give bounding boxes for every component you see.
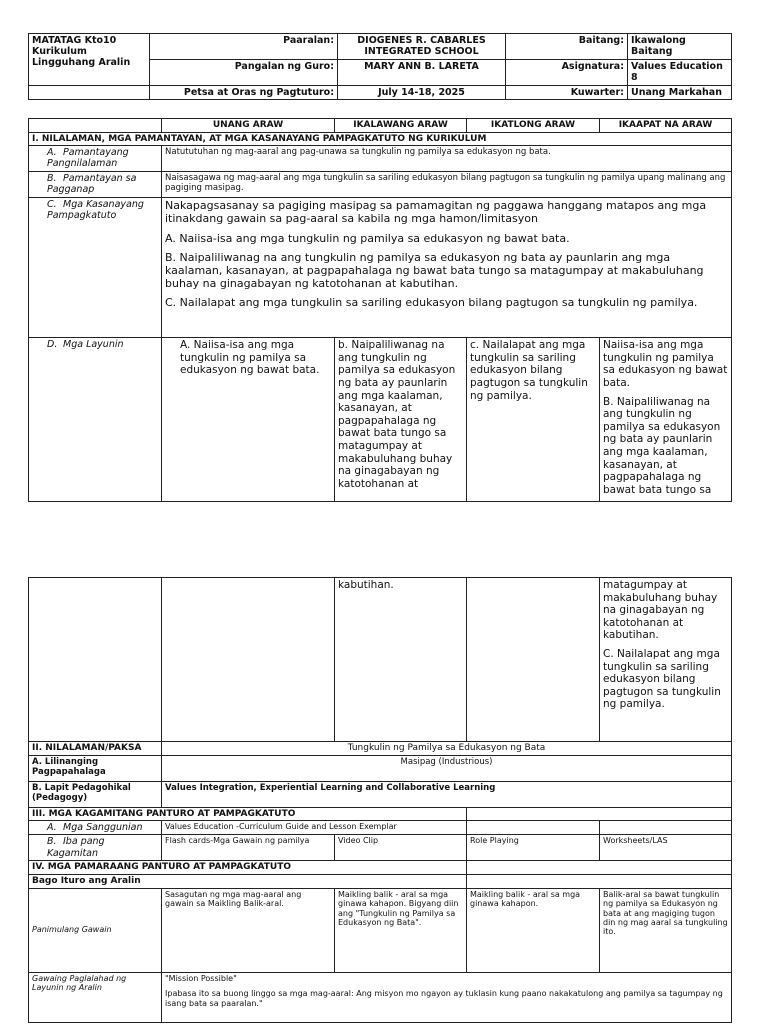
section4-subtitle: Bago Ituro ang Aralin xyxy=(29,875,467,889)
section2-topic: Tungkulin ng Pamilya sa Edukasyon ng Bata xyxy=(162,742,732,756)
objective-day1: A. Naiisa-isa ang mga tungkulin ng pamilya sa edukasyon ng bawat bata. xyxy=(162,338,335,502)
opening-day1: Sasagutan ng mga mag-aaral ang gawain sa Maikling Balik-aral. xyxy=(162,888,335,972)
references-value: Values Education -Curriculum Guide and Lesson Exemplar xyxy=(162,821,467,835)
competency-c-text xyxy=(162,198,732,338)
materials-label: B. Iba pang Kagamitan xyxy=(29,835,162,861)
objective-day2-cont: kabutihan. xyxy=(335,578,467,742)
day4-header: IKAAPAT NA ARAW xyxy=(600,119,732,133)
quarter-value: Unang Markahan xyxy=(628,86,732,100)
opening-day3: Maikling balik - aral sa mga ginawa kahapon. xyxy=(467,888,600,972)
objective-day4-cont-b: C. Nailalapat ang mga tungkulin sa sariling edukasyon bilang pagtugon sa tungkulin ng pamilya. xyxy=(603,647,721,711)
date-value: July 14-18, 2025 xyxy=(338,86,506,100)
subject-value: Values Education 8 xyxy=(628,60,732,86)
objective-day2: b. Naipaliliwanag na ang tungkulin ng pamilya sa edukasyon ng bata ay paunlarin ang mga kaalaman, kasanayan, at pagpapahalaga ng bawat bata tungo sa matagumpay at makabuluhang buhay na ginagabayan ng katotohanan at xyxy=(335,338,467,502)
competency-intro: Nakapagsasanay sa pagiging masipag sa pamamagitan ng paggawa hanggang matapos ang mga itinakdang gawain sa pag-aaral sa kabila ng mga hamon/limitasyon xyxy=(165,199,707,226)
mission-text: Ipabasa ito sa buong linggo sa mga mag-aaral: Ang misyon mo ngayon ay tuklasin kung paano nakakatulong ang pamilya sa tagumpay ng isang bata sa paaralan." xyxy=(165,989,723,1008)
opening-day4: Balik-aral sa bawat tungkulin ng pamilya sa Edukasyon ng bata at ang magiging tugon din ng mag aaral sa tungkuling ito. xyxy=(600,888,732,972)
competency-c-label: C. Mga Kasanayang Pampagkatuto xyxy=(29,198,162,338)
day3-header: IKATLONG ARAW xyxy=(467,119,600,133)
quarter-label: Kuwarter: xyxy=(506,86,628,100)
pedagogy-value: Values Integration, Experiential Learning and Collaborative Learning xyxy=(162,781,732,807)
standard-b-label: B. Pamantayan sa Pagganap xyxy=(29,172,162,198)
standard-a-text: Natututuhan ng mag-aaral ang pag-unawa sa tungkulin ng pamilya sa edukasyon ng bata. xyxy=(162,146,732,172)
materials-day1: Flash cards-Mga Gawain ng pamilya xyxy=(162,835,335,861)
objective-presentation-text xyxy=(162,972,732,1022)
competency-a: A. Naiisa-isa ang mga tungkulin ng pamilya sa edukasyon ng bawat bata. xyxy=(165,231,570,245)
pedagogy-label: B. Lapit Pedagohikal (Pedagogy) xyxy=(29,781,162,807)
section3-title: III. MGA KAGAMITANG PANTURO AT PAMPAGKATUTO xyxy=(29,807,467,821)
standard-a-label: A. Pamantayang Pangnilalaman xyxy=(29,146,162,172)
objective-day4-b: B. Naipaliliwanag na ang tungkulin ng pamilya sa edukasyon ng bata ay paunlarin ang mga kaalaman, kasanayan, at pagpapahalaga ng bawat bata tungo sa xyxy=(603,395,721,496)
competency-c: C. Nailalapat ang mga tungkulin sa sariling edukasyon bilang pagtugon sa tungkulin ng pamilya. xyxy=(165,296,698,310)
day2-header: IKALAWANG ARAW xyxy=(335,119,467,133)
lesson-table-page2 xyxy=(28,577,732,1023)
materials-day2: Video Clip xyxy=(335,835,467,861)
teacher-value: MARY ANN B. LARETA xyxy=(338,60,506,86)
objectives-label: D. Mga Layunin xyxy=(29,338,162,502)
standard-b-text: Naisasagawa ng mag-aaral ang mga tungkulin sa sariling edukasyon bilang pagtugon sa tungkulin ng pamilya upang malinang ang pagiging masipag. xyxy=(162,172,732,198)
objective-day4-a: Naiisa-isa ang mga tungkulin ng pamilya sa edukasyon ng bawat bata. xyxy=(603,339,728,389)
values-label: A. Lilinanging Pagpapahalaga xyxy=(29,755,162,781)
objective-day4 xyxy=(600,338,732,502)
section1-title: I. NILALAMAN, MGA PAMANTAYAN, AT MGA KASANAYANG PAMPAGKATUTO NG KURIKULUM xyxy=(29,132,732,146)
materials-day4: Worksheets/LAS xyxy=(600,835,732,861)
school-value: DIOGENES R. CABARLES INTEGRATED SCHOOL xyxy=(338,34,506,60)
objective-day4-cont-a: matagumpay at makabuluhang buhay na ginagabayan ng katotohanan at kabutihan. xyxy=(603,579,718,642)
school-label: Paaralan: xyxy=(150,34,338,60)
grade-label: Baitang: xyxy=(506,34,628,60)
date-label: Petsa at Oras ng Pagtuturo: xyxy=(150,86,338,100)
objective-day4-cont xyxy=(600,578,732,742)
competency-b: B. Naipaliliwanag na ang tungkulin ng pamilya sa edukasyon ng bata ay paunlarin ang mga kaalaman, kasanayan, at pagpapahalaga ng bawat bata tungo sa matagumpay at makabuluhang buhay na ginagabayan ng katotohanan at kabutihan. xyxy=(165,250,704,291)
section2-title: II. NILALAMAN/PAKSA xyxy=(29,742,162,756)
grade-value: Ikawalong Baitang xyxy=(628,34,732,60)
day1-header: UNANG ARAW xyxy=(162,119,335,133)
materials-day3: Role Playing xyxy=(467,835,600,861)
subject-label: Asignatura: xyxy=(506,60,628,86)
opening-day2: Maikling balik - aral sa mga ginawa kahapon. Bigyang diin ang "Tungkulin ng Pamilya sa Edukasyon ng Bata". xyxy=(335,888,467,972)
values-value: Masipag (Industrious) xyxy=(162,755,732,781)
lesson-table-page1 xyxy=(28,118,732,502)
references-label: A. Mga Sanggunian xyxy=(29,821,162,835)
header-table xyxy=(28,33,732,100)
teacher-label: Pangalan ng Guro: xyxy=(150,60,338,86)
objective-day3: c. Nailalapat ang mga tungkulin sa sariling edukasyon bilang pagtugon sa tungkulin ng pamilya. xyxy=(467,338,600,502)
objective-presentation-label: Gawaing Paglalahad ng Layunin ng Aralin xyxy=(29,972,162,1022)
mission-title: "Mission Possible" xyxy=(165,973,237,983)
program-title: MATATAG Kto10 Kurikulum Lingguhang Aralin xyxy=(29,34,150,86)
opening-activity-label: Panimulang Gawain xyxy=(29,888,162,972)
section4-title: IV. MGA PAMARAANG PANTURO AT PAMPAGKATUTO xyxy=(29,861,467,875)
